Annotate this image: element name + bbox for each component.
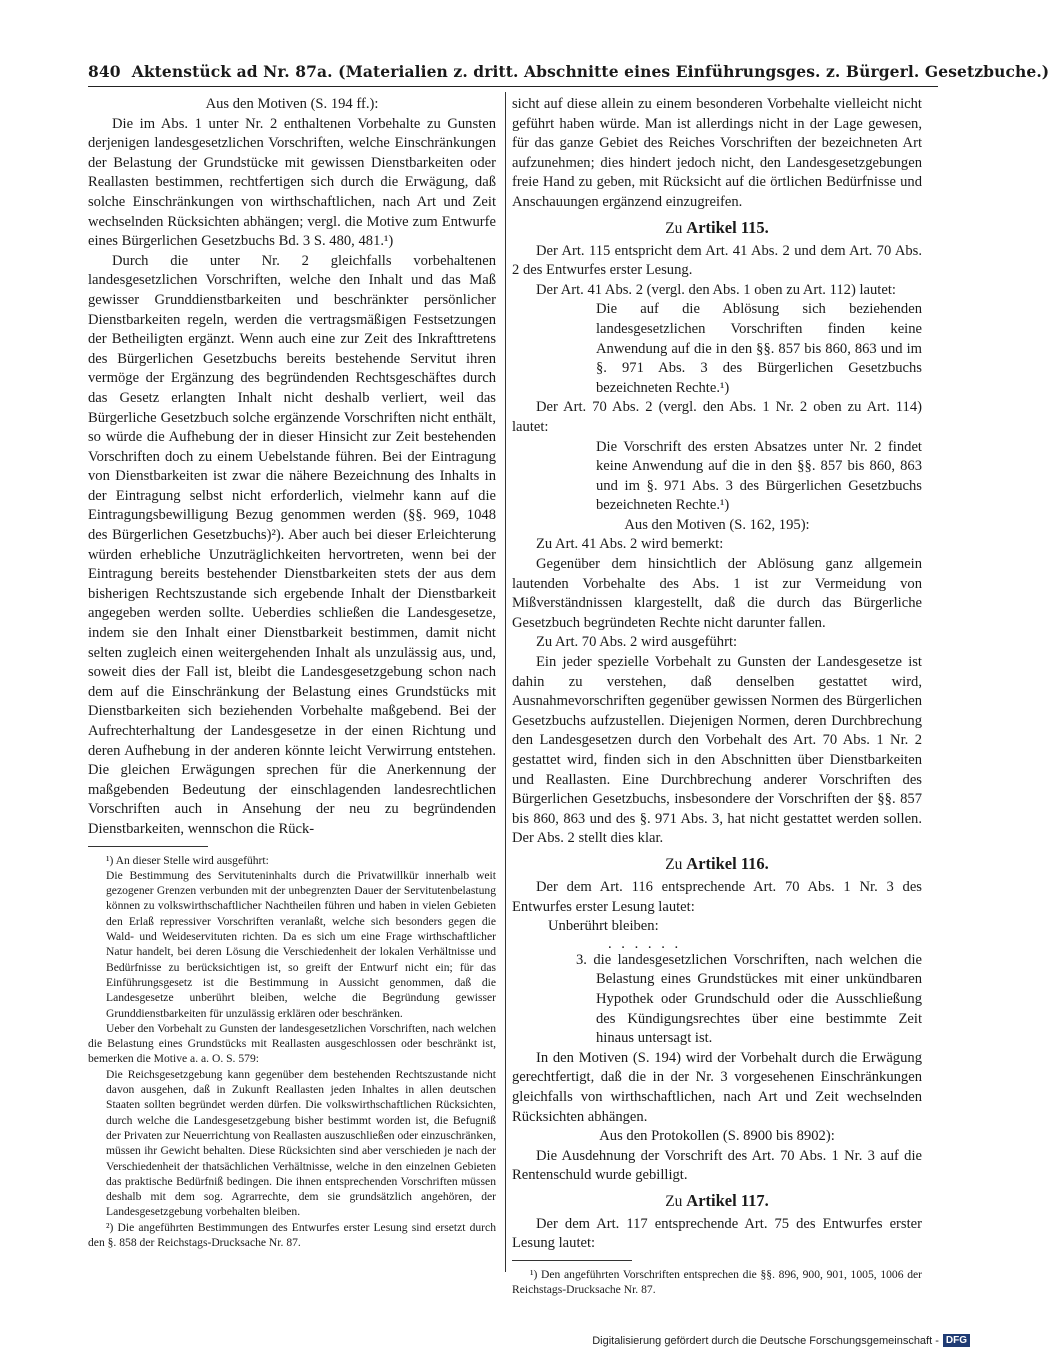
paragraph: Die im Abs. 1 unter Nr. 2 enthaltenen Vorbehalte zu Gunsten derjenigen landesgesetzlichen Vorschriften, welche Einschränkungen der Belastung der Grundstücke mit gewissen Dienstbarkeiten oder Reallasten bestimmen, rechtfertigen sich durch die Erwägung, daß solche Einschränkungen von wirthschaftlichen, nach Art und Zeit wechselnden Rücksichten abhängen; vergl. die Motive zum Entwurfe eines Bürgerlichen Gesetzbuchs Bd. 3 S. 480, 481.¹) (88, 115, 496, 250)
paragraph: Zu Art. 70 Abs. 2 wird ausgeführt: (536, 634, 738, 651)
heading-artikel-116: Zu Artikel 116. (665, 853, 769, 873)
right-body (512, 95, 922, 1254)
left-footnotes (88, 853, 496, 1251)
credit-text: Digitalisierung gefördert durch die Deutsche Forschungsgemeinschaft - (592, 1334, 939, 1347)
heading-label: Artikel 115. (686, 217, 769, 237)
paragraph: sicht auf diese allein zu einem besonderen Vorbehalte vielleicht nicht geführt haben würde. Man ist allerdings nicht in der Lage gewesen, für das ganze Gebiet des Reiches Vorschriften der bezeichneten Art aufzunehmen; dies hindert jedoch nicht, den Landesgesetzgebungen freie Hand zu geben, mit Rücksicht auf die örtlichen Bedürfnisse und Anschauungen ergänzend einzugreifen. (512, 96, 922, 210)
paragraph: Der Art. 41 Abs. 2 (vergl. den Abs. 1 oben zu Art. 112) lautet: (536, 281, 896, 298)
paragraph: Der dem Art. 116 entsprechende Art. 70 Abs. 1 Nr. 3 des Entwurfes erster Lesung lautet: (512, 878, 922, 915)
footnote-1: ¹) Den angeführten Vorschriften entsprechen die §§. 896, 900, 901, 1005, 1006 der Reichstags-Drucksache Nr. 87. (512, 1268, 922, 1297)
footnote-quote: Die Reichsgesetzgebung kann gegenüber dem bestehenden Rechtszustande nicht davon ausgehen, daß in Zukunft Reallasten jeden Inhaltes in allen deutschen Staaten sollten begründet werden dürfen. Die volkswirthschaftlichen Rücksichten, durch welche die Landesgesetzgebung bisher bestimmt worden ist, die Befugniß der Privaten zur Neuerrichtung von Reallasten auszuschließen oder einzuschränken, müssen ihr Gewicht behalten. Diese Rücksichten sind aber verschieden je nach der Verschiedenheit der thatsächlichen Verhältnisse, welche in den einzelnen Gebieten das praktische Bedürfniß bedingen. Die ihnen entsprechenden Vorschriften müssen deshalb mit dem sog. Agrarrechte, dem sie grundsätzlich angehören, der Landesgesetzgebung vorbehalten bleiben. (106, 1067, 496, 1219)
paragraph: Durch die unter Nr. 2 gleichfalls vorbehaltenen landesgesetzlichen Vorschriften, welche den Inhalt und das Maß gewisser Grunddienstbarkeiten und beschränkter persönlicher Dienstbarkeiten regeln, werden die vertragsmäßigen Festsetzungen der Betheiligten ergänzt. Wenn auch eine zur Zeit des Inkrafttretens des Bürgerlichen Gesetzbuchs bereits bestehende Servitut ihren vermöge der Ergänzung des begründenden Rechtsgeschäftes durch das Gesetz erlangten Inhalt nicht deshalb verliert, weil das Bürgerliche Gesetzbuch solche ergänzende Vorschriften nicht enthält, so würde die Aufhebung der in dieser Hinsicht zur Zeit bestehenden Vorschriften doch zu einem Uebelstande führen. Bei der Eintragung von Dienstbarkeiten ist zwar die nähere Bezeichnung des Inhalts in der Eintragung selbst nicht erforderlich, vielmehr kann auf die Eintragungsbewilligung Bezug genommen werden (§§. 969, 1048 des Bürgerlichen Gesetzbuchs)²). Aber auch bei dieser Erleichterung würden erhebliche Unzuträglichkeiten hervortreten, wenn bei der Eintragung bereits bestehender Dienstbarkeiten stets der aus dem bisherigen Rechtszustande sich ergebende Inhalt der Dienstbarkeit angegeben werden sollte. Ueberdies schließen die Landesgesetze, indem sie den Inhalt einer Dienstbarkeit bestimmen, damit nicht selten zugleich einen weitergehenden Inhalt als unzulässig aus, und, soweit dies der Fall ist, bleibt die Landesgesetzgebung schon nach dem auf die Einschränkung der Belastung eines Grundstücks mit Dienstbarkeiten sich beziehenden Vorbehalte maßgebend. Bei der Aufrechterhaltung der Landesgesetze in der einen Richtung und deren Aufhebung in der anderen könnte leicht Verwirrung entstehen. Die gleichen Erwägungen sprechen für die Anerkennung der maßgebenden Bedeutung der einschlagenden landesrechtlichen Vorschriften auch in Ansehung der neu zu begründenden Dienstbarkeiten, wennschon die Rück- (88, 252, 496, 837)
paragraph: Der dem Art. 117 entsprechende Art. 75 des Entwurfes erster Lesung lautet: (512, 1215, 922, 1252)
heading-label: Artikel 116. (686, 853, 769, 873)
paragraph: Die Ausdehnung der Vorschrift des Art. 70 Abs. 1 Nr. 3 auf die Rentenschuld wurde gebilligt. (512, 1147, 922, 1184)
column-divider (505, 92, 506, 1272)
page-title: Aktenstück ad Nr. 87a. (Materialien z. dritt. Abschnitte eines Einführungsges. z. Bürgerl. Gesetzbuche.) (131, 62, 1049, 81)
paragraph: Der Art. 115 entspricht dem Art. 41 Abs. 2 und dem Art. 70 Abs. 2 des Entwurfes erster Lesung. (512, 242, 922, 279)
paragraph: Zu Art. 41 Abs. 2 wird bemerkt: (536, 536, 724, 553)
footnote-rule (88, 846, 208, 847)
footnote-rule (512, 1260, 632, 1261)
right-column (512, 95, 922, 1298)
paragraph: Gegenüber dem hinsichtlich der Ablösung ganz allgemein lautenden Vorbehalte des Abs. 1 ist zur Vermeidung von Mißverständnissen klargestellt, daß die durch das Bürgerliche Gesetzbuch begründeten Rechte nicht darunter fallen. (512, 556, 922, 631)
ellipsis-dots: . . . . . . (608, 935, 682, 952)
paragraph: In den Motiven (S. 194) wird der Vorbehalt durch die Erwägung gerechtfertigt, daß die in der Nr. 3 vorgesehenen Einschränkungen gleichfalls von wirthschaftlichen, nach Art und Zeit wechselnden Rücksichten abhängen. (512, 1049, 922, 1125)
heading-artikel-115: Zu Artikel 115. (665, 217, 769, 237)
quote: Die auf die Ablösung sich beziehenden landesgesetzlichen Vorschriften finden keine Anwendung auf die in den §§. 857 bis 860, 863 und im §. 971 Abs. 3 des Bürgerlichen Gesetzbuchs bezeichneten Rechte.¹) (596, 301, 922, 396)
digitization-credit (592, 1334, 970, 1347)
running-header (88, 62, 1049, 81)
header-rule (88, 86, 938, 87)
list-item: 3. die landesgesetzlichen Vorschriften, nach welchen die Belastung eines Grundstückes mit einer unkündbaren Hypothek oder Grundschuld oder die Ausschließung des Kündigungsrechtes über eine bestimmte Zeit hinaus untersagt ist. (576, 951, 922, 1047)
page-number: 840 (88, 62, 121, 81)
left-column (88, 95, 496, 1250)
motive-intro: Aus den Motiven (S. 194 ff.): (205, 96, 379, 112)
footnote-paragraph: Ueber den Vorbehalt zu Gunsten der landesgesetzlichen Vorschriften, nach welchen die Belastung eines Grundstücks mit Reallasten ausgeschlossen oder beschränkt ist, bemerken die Motive a. a. O. S. 579: (88, 1021, 496, 1066)
left-body (88, 95, 496, 840)
footnote-2: ²) Die angeführten Bestimmungen des Entwurfes erster Lesung sind ersetzt durch den §. 858 der Reichstags-Drucksache Nr. 87. (88, 1220, 496, 1249)
dfg-logo: DFG (943, 1334, 970, 1347)
heading-artikel-117: Zu Artikel 117. (665, 1190, 769, 1210)
footnote-quote: Die Bestimmung des Servituteninhalts durch die Privatwillkür innerhalb weit gezogener Grenzen verbunden mit der unbegrenzten Dauer der Servitutenbelastung können zu volkswirthschaftlicher Nachtheilen führen und haben in vielen Gebieten den Erlaß repressiver Vorschriften veranlaßt, welche sich besonders gegen die Wald- und Weideservituten richten. Da es sich um eine Frage wirthschaftlicher Natur handelt, bei deren Lösung die Verschiedenheit der lokalen Verhältnisse und Bedürfnisse zu berücksichtigen ist, so greift der Entwurf nicht ein; für das Einführungsgesetz ist die Bestimmung in Aussicht genommen, daß die Landesgesetze unberührt bleiben, welche die Begründung gewisser Grunddienstbarkeiten für unzulässig erklären oder beschränken. (106, 868, 496, 1020)
footnote-1: ¹) An dieser Stelle wird ausgeführt: (106, 853, 269, 867)
quote: Die Vorschrift des ersten Absatzes unter Nr. 2 findet keine Anwendung auf die in den §§. 857 bis 860, 863 und im §. 971 Abs. 3 des Bürgerlichen Gesetzbuchs bezeichneten Rechte.¹) (596, 438, 922, 514)
protokolle-intro: Aus den Protokollen (S. 8900 bis 8902): (599, 1128, 835, 1145)
motive-intro: Aus den Motiven (S. 162, 195): (624, 516, 810, 533)
paragraph: Der Art. 70 Abs. 2 (vergl. den Abs. 1 Nr. 2 oben zu Art. 114) lautet: (512, 399, 922, 435)
right-footnotes (512, 1267, 922, 1298)
heading-label: Artikel 117. (686, 1190, 769, 1210)
paragraph: Ein jeder spezielle Vorbehalt zu Gunsten der Landesgesetze ist dahin zu verstehen, daß denselben gestattet wird, Ausnahmevorschriften gegenüber gewissen Normen des Bürgerlichen Gesetzbuchs aufzustellen. Diejenigen Normen, deren Durchbrechung den Landesgesetzen durch den Vorbehalt des Art. 70 Abs. 1 Nr. 2 gestattet wird, finden sich in den Abschnitten über Dienstbarkeiten und Reallasten. Eine Durchbrechung anderer Vorschriften des Bürgerlichen Gesetzbuchs, insbesondere der Vorschriften der §§. 857 bis 860, 863 und des §. 971 Abs. 3, hat nicht gestattet werden sollen. Der Abs. 2 stellt dies klar. (512, 654, 922, 847)
paragraph: Unberührt bleiben: (548, 918, 659, 935)
